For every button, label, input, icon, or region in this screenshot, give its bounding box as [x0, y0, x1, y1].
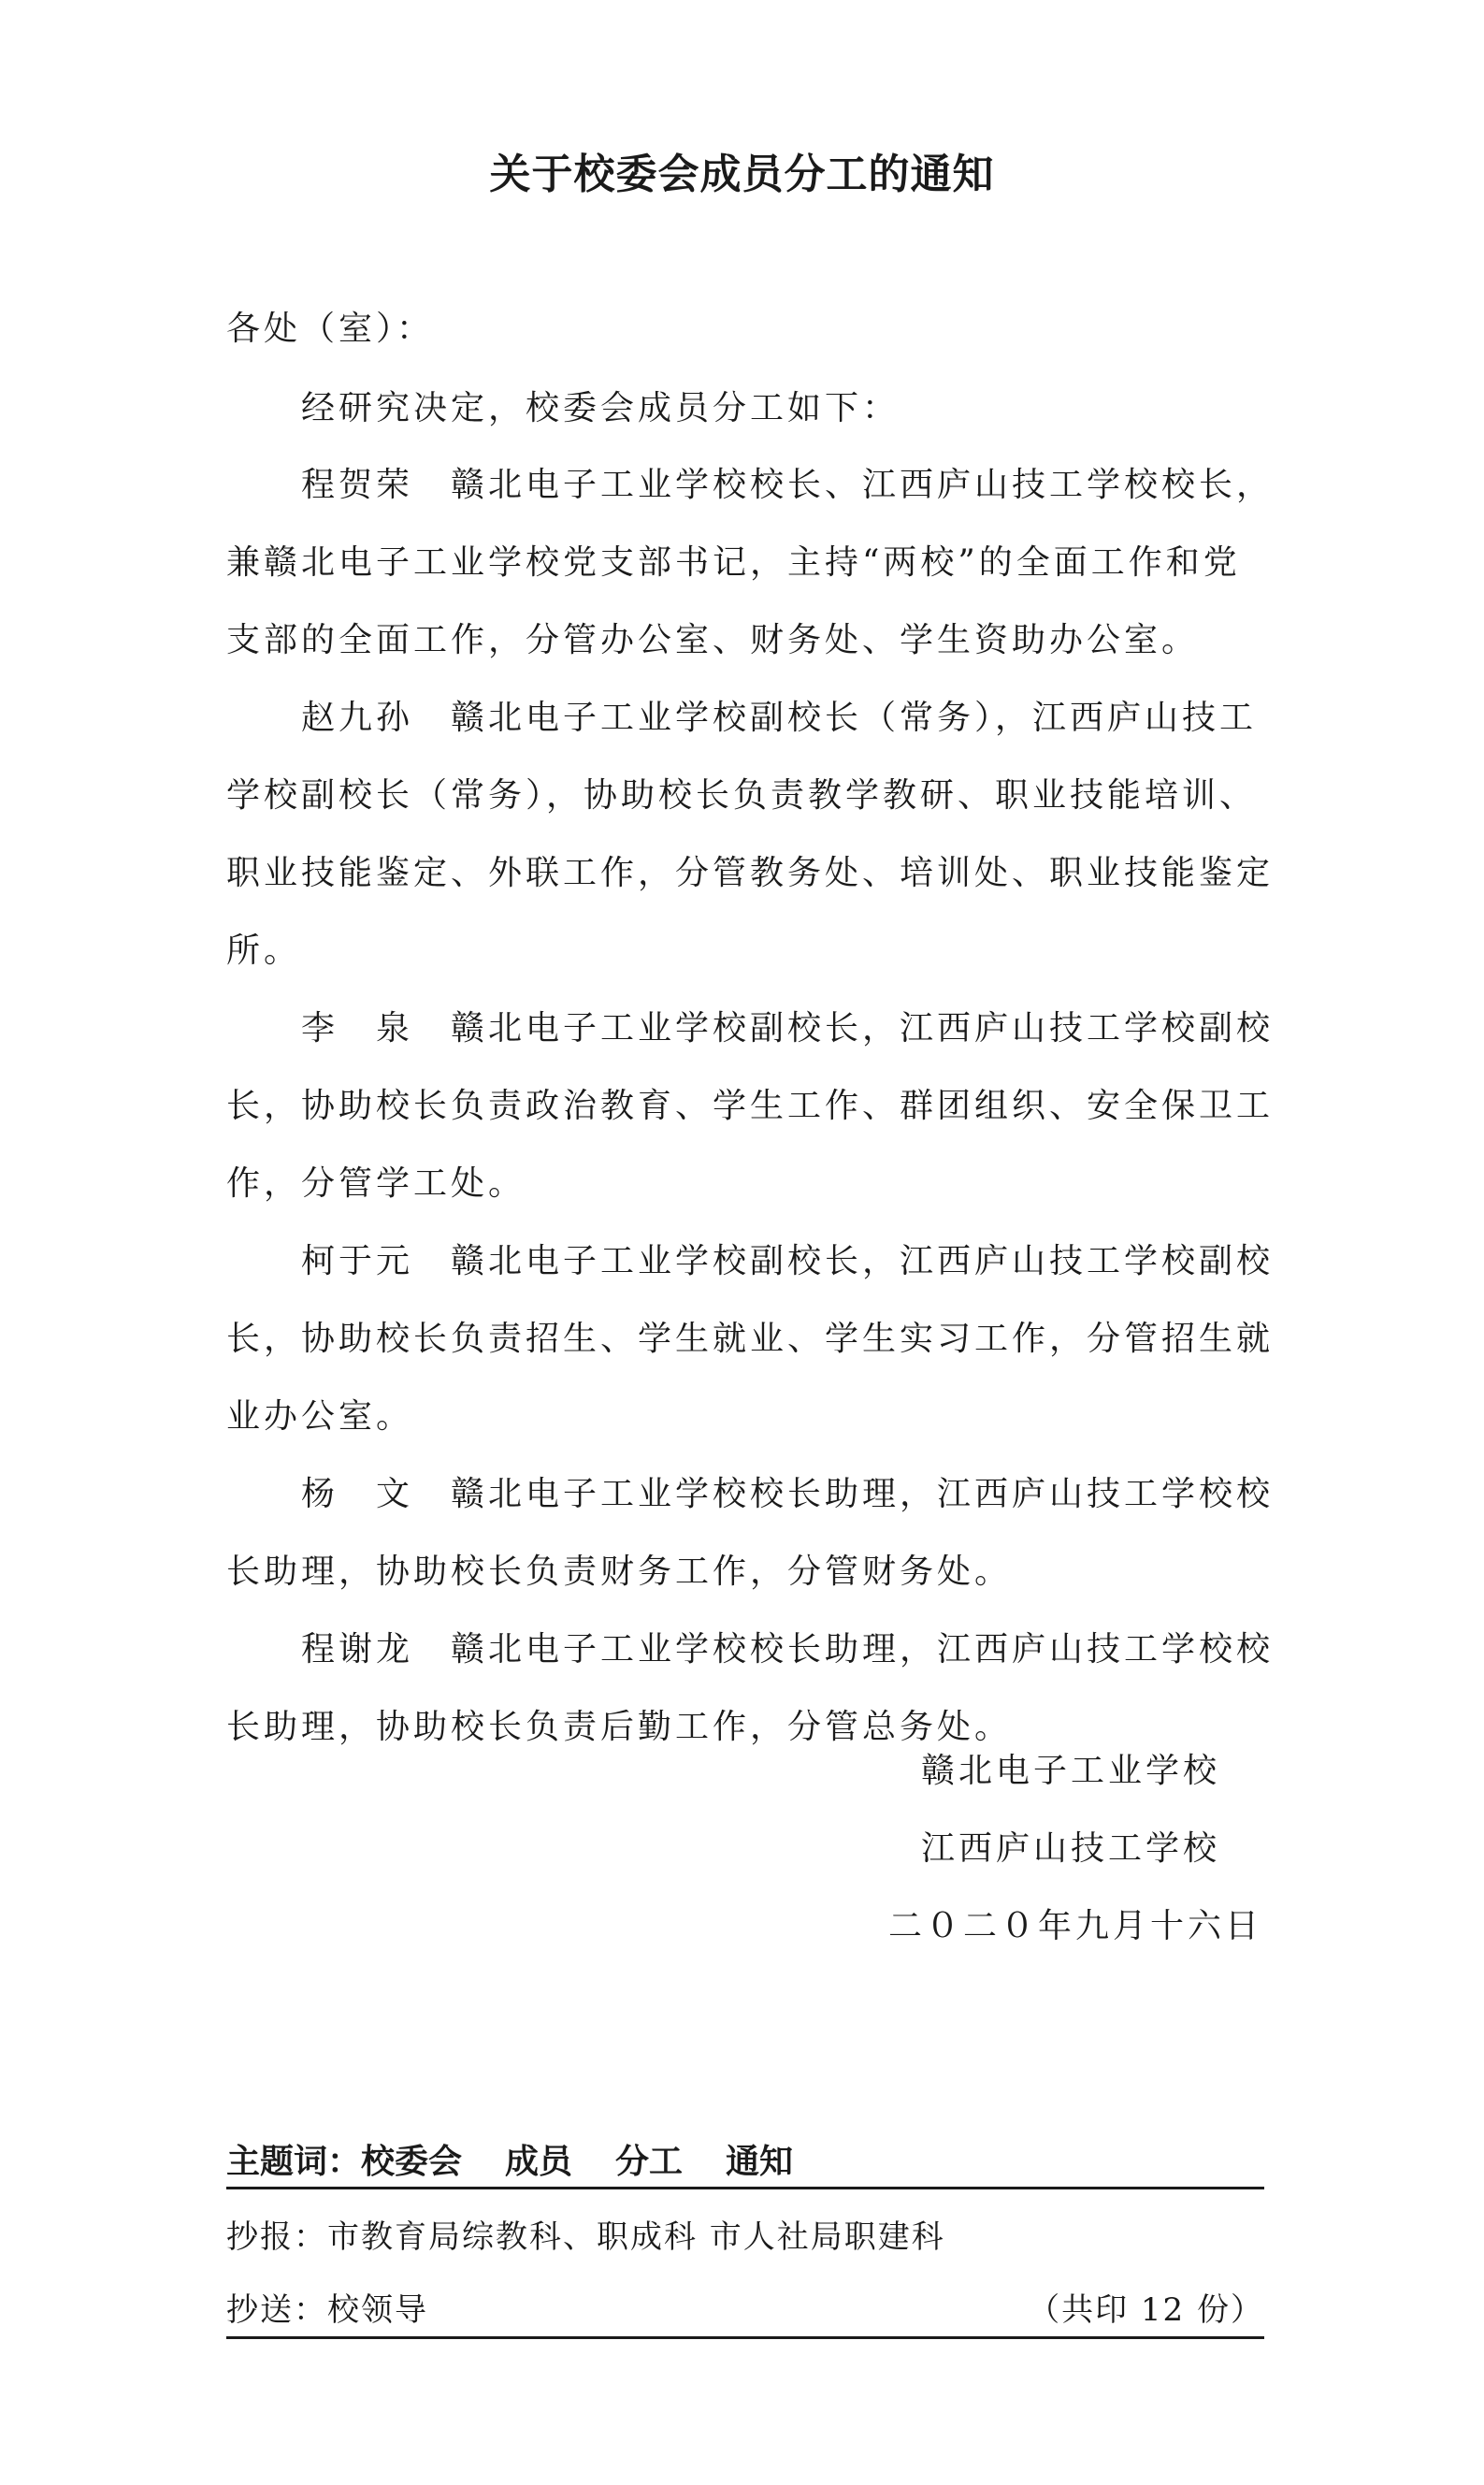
paragraph-4-line-1: 柯于元 赣北电子工业学校副校长，江西庐山技工学校副校: [301, 1242, 1275, 1280]
paragraph-2-line-4: 所。: [226, 932, 302, 970]
salutation: 各处（室）：: [226, 310, 435, 348]
paragraph-3-line-2: 长，协助校长负责政治教育、学生工作、群团组织、安全保卫工: [226, 1087, 1275, 1125]
cc-send-line: [226, 2290, 1264, 2339]
paragraph-6-line-2: 长助理，协助校长负责后勤工作，分管总务处。: [226, 1708, 1013, 1746]
copies-count: （共印 12 份）: [1028, 2291, 1264, 2329]
paragraph-2-line-2: 学校副校长（常务），协助校长负责教学教研、职业技能培训、: [226, 776, 1258, 815]
paragraph-2-line-1: 赵九孙 赣北电子工业学校副校长（常务），江西庐山技工: [301, 699, 1258, 737]
paragraph-4-line-2: 长，协助校长负责招生、学生就业、学生实习工作，分管招生就: [226, 1320, 1275, 1358]
paragraph-1-line-1: 程贺荣 赣北电子工业学校校长、江西庐山技工学校校长，: [301, 466, 1275, 504]
signature-org-1: 赣北电子工业学校: [921, 1752, 1221, 1790]
intro-line: 经研究决定，校委会成员分工如下：: [301, 389, 900, 427]
paragraph-4-line-3: 业办公室。: [226, 1397, 414, 1436]
keywords-label: 主题词：校委会: [226, 2143, 463, 2181]
paragraph-6-line-1: 程谢龙 赣北电子工业学校校长助理，江西庐山技工学校校: [301, 1630, 1275, 1669]
paragraph-5-line-1: 杨 文 赣北电子工业学校校长助理，江西庐山技工学校校: [301, 1475, 1275, 1513]
signature-date: 二０二０年九月十六日: [888, 1907, 1263, 1945]
paragraph-2-line-3: 职业技能鉴定、外联工作，分管教务处、培训处、职业技能鉴定: [226, 854, 1275, 892]
paragraph-5-line-2: 长助理，协助校长负责财务工作，分管财务处。: [226, 1553, 1013, 1591]
signature-org-2: 江西庐山技工学校: [921, 1829, 1221, 1868]
paragraph-3-line-1: 李 泉 赣北电子工业学校副校长，江西庐山技工学校副校: [301, 1009, 1275, 1047]
paragraph-1-line-2: 兼赣北电子工业学校党支部书记，主持“两校”的全面工作和党: [226, 543, 1241, 582]
cc-send-label: 抄送：校领导: [226, 2291, 428, 2329]
document-title: 关于校委会成员分工的通知: [489, 151, 995, 198]
subject-keywords: [226, 2142, 1264, 2189]
paragraph-1-line-3: 支部的全面工作，分管办公室、财务处、学生资助办公室。: [226, 621, 1200, 659]
keyword-item: 成员: [505, 2143, 573, 2181]
paragraph-3-line-3: 作，分管学工处。: [226, 1164, 526, 1203]
keyword-item: 分工: [615, 2143, 684, 2181]
keyword-item: 通知: [726, 2143, 794, 2181]
cc-report-line: 抄报：市教育局综教科、职成科 市人社局职建科: [226, 2218, 945, 2256]
